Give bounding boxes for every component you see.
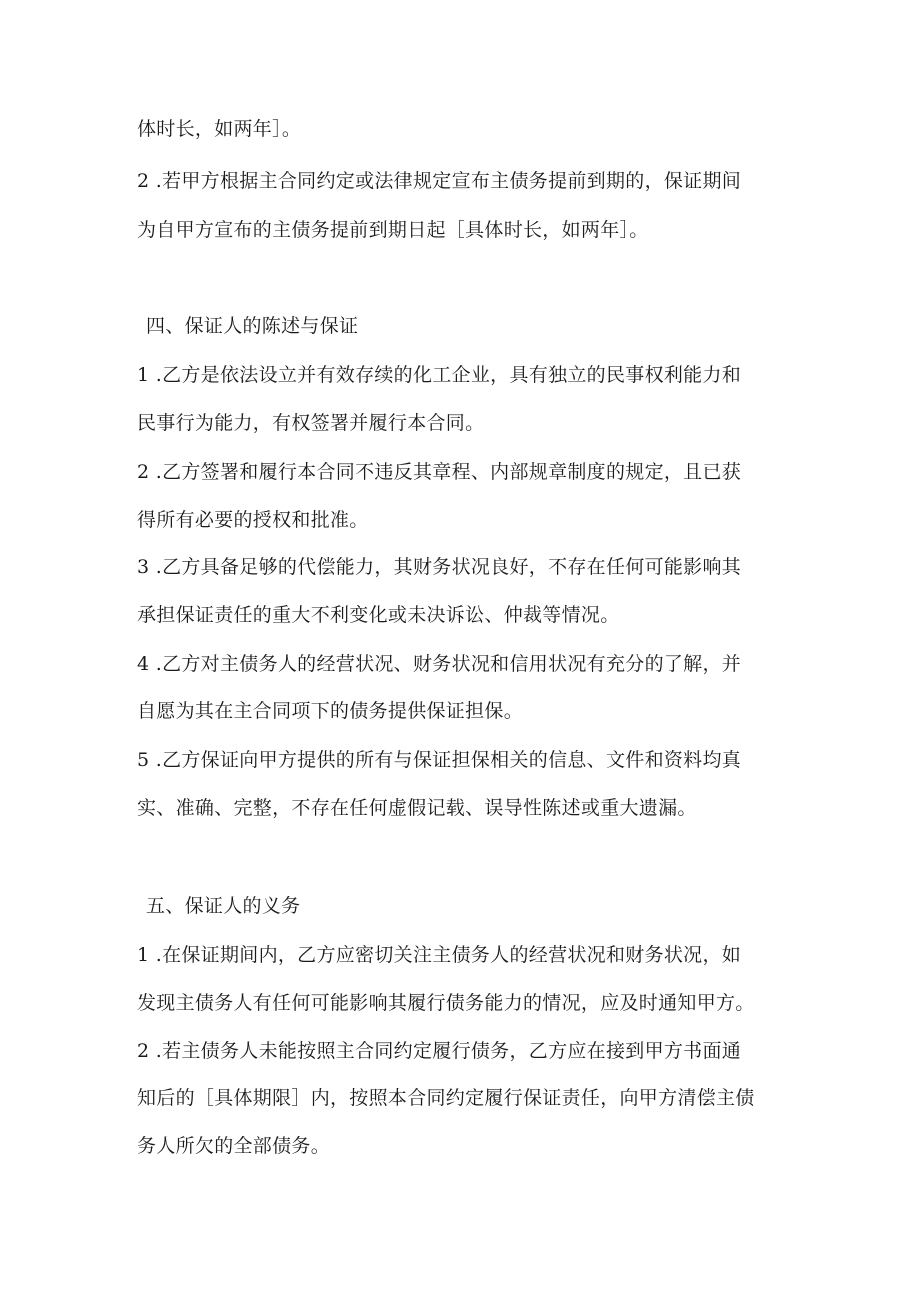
paragraph-line: 得所有必要的授权和批准。 [137, 509, 369, 531]
paragraph-line: 5 .乙方保证向甲方提供的所有与保证担保相关的信息、文件和资料均真 [137, 749, 742, 771]
paragraph-line: 发现主债务人有任何可能影响其履行债务能力的情况，应及时通知甲方。 [137, 992, 755, 1014]
paragraph-line: 1 .乙方是依法设立并有效存续的化工企业，具有独立的民事权利能力和 [137, 364, 742, 386]
paragraph-line: 务人所欠的全部债务。 [137, 1135, 331, 1157]
paragraph-line: 知后的［具体期限］内，按照本合同约定履行保证责任，向甲方清偿主债 [137, 1087, 755, 1109]
paragraph-line: 2 .乙方签署和履行本合同不违反其章程、内部规章制度的规定，且已获 [137, 461, 742, 483]
paragraph-line: 1 .在保证期间内，乙方应密切关注主债务人的经营状况和财务状况，如 [137, 944, 742, 966]
paragraph-line: 自愿为其在主合同项下的债务提供保证担保。 [137, 700, 524, 722]
section-heading: 五、保证人的义务 [146, 895, 301, 917]
paragraph-line: 2 .若甲方根据主合同约定或法律规定宣布主债务提前到期的，保证期间 [137, 170, 742, 192]
paragraph-line: 4 .乙方对主债务人的经营状况、财务状况和信用状况有充分的了解，并 [137, 653, 742, 675]
paragraph-line: 为自甲方宣布的主债务提前到期日起［具体时长，如两年］。 [137, 219, 649, 241]
paragraph-line: 2 .若主债务人未能按照主合同约定履行债务，乙方应在接到甲方书面通 [137, 1040, 742, 1062]
paragraph-line: 民事行为能力，有权签署并履行本合同。 [137, 412, 485, 434]
paragraph-line: 3 .乙方具备足够的代偿能力，其财务状况良好，不存在任何可能影响其 [137, 556, 742, 578]
paragraph-line: 承担保证责任的重大不利变化或未决诉讼、仲裁等情况。 [137, 604, 620, 626]
paragraph-line: 实、准确、完整，不存在任何虚假记载、误导性陈述或重大遗漏。 [137, 797, 697, 819]
section-heading: 四、保证人的陈述与保证 [146, 315, 359, 337]
paragraph-line: 体时长，如两年］。 [137, 118, 302, 140]
